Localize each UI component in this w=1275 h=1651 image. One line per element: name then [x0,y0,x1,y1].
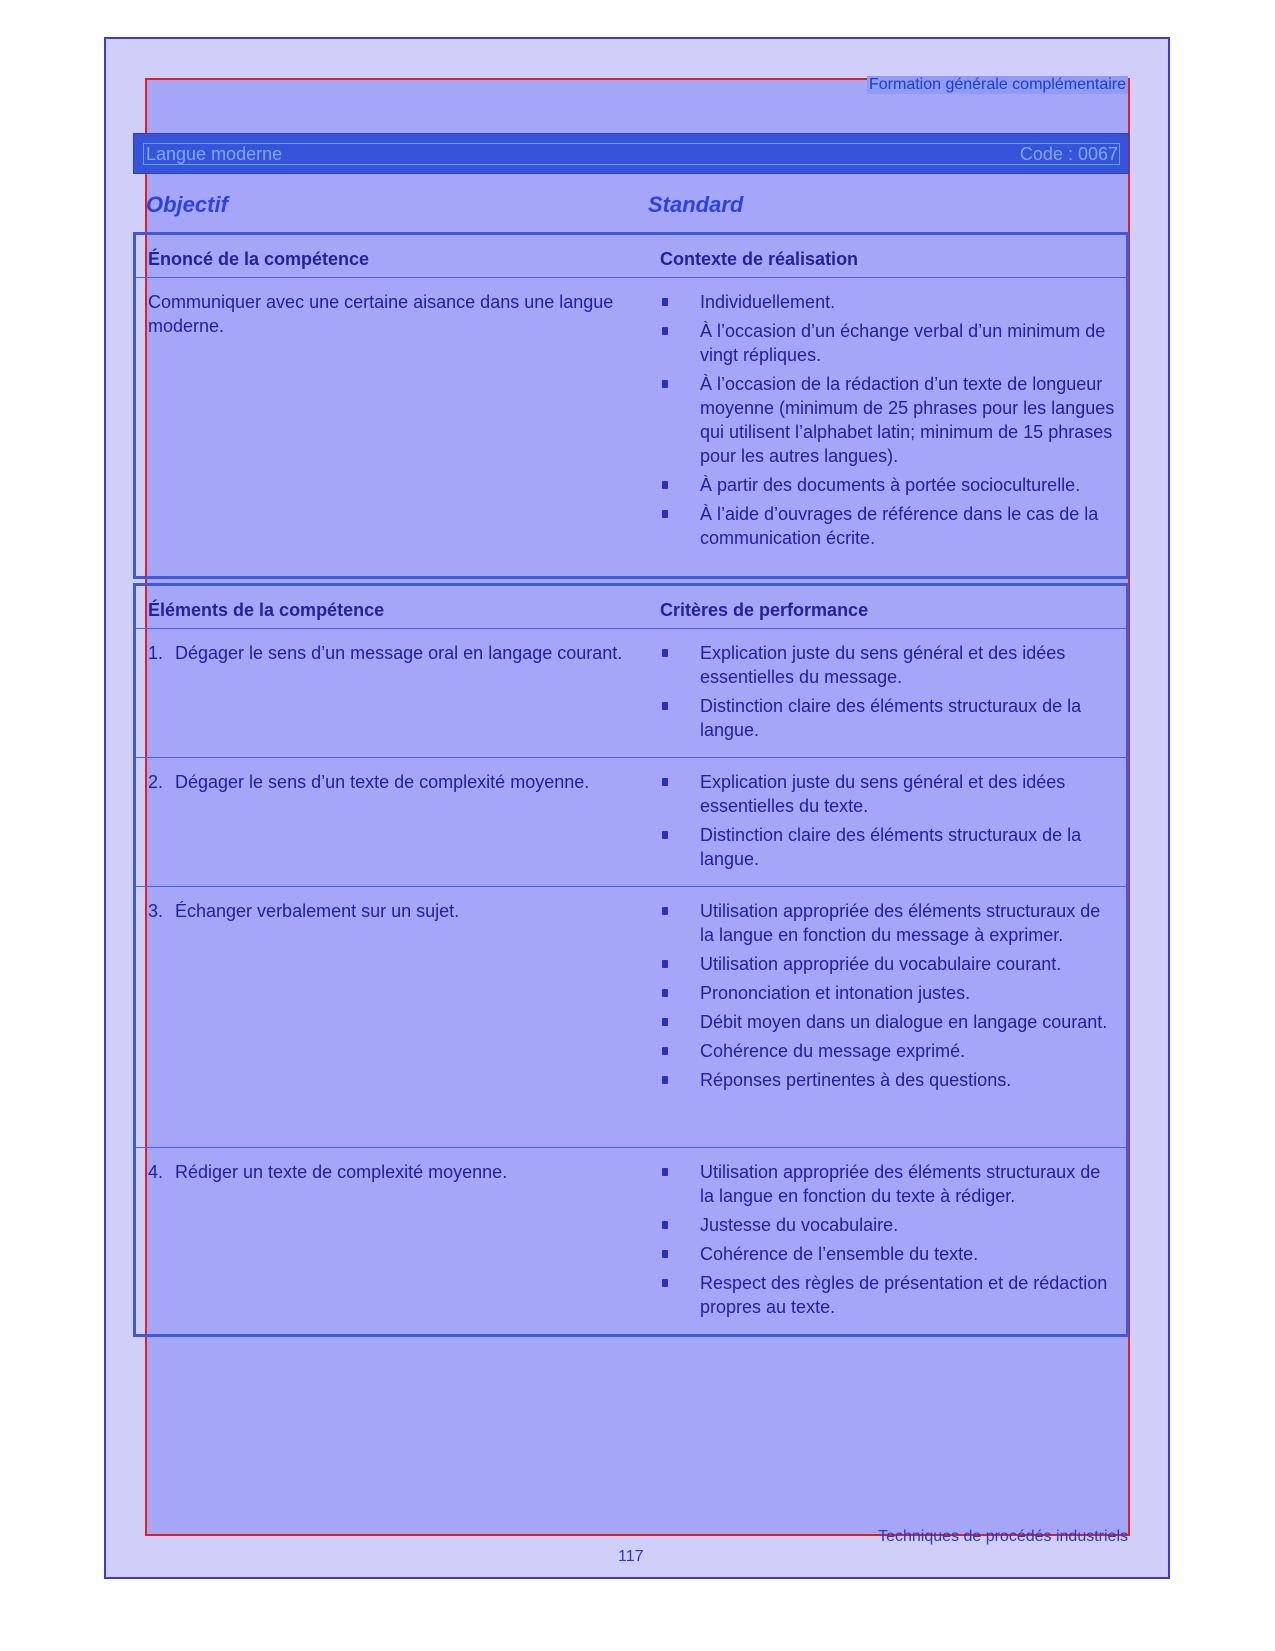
bullet-icon [660,899,700,947]
col-header-enonce: Énoncé de la compétence [135,234,651,278]
criteria-item: Utilisation appropriée des éléments structuraux de la langue en fonction du message à exprimer. [660,899,1116,947]
bullet-icon [660,319,700,367]
bullet-icon [660,770,700,818]
competence-row [135,278,1128,578]
element-row [135,629,1128,758]
bullet-icon [660,823,700,871]
bullet-icon [660,1242,700,1266]
running-head: Formation générale complémentaire [868,76,1126,93]
objectif-heading: Objectif [146,192,228,217]
bullet-icon [660,694,700,742]
competence-statement-cell [135,278,651,578]
criteria-item: Justesse du vocabulaire. [660,1213,1116,1237]
element-row [135,1148,1128,1336]
element-number: 3. [148,901,164,921]
course-code: Code : 0067 [1019,144,1118,164]
criteria-item: Débit moyen dans un dialogue en langage courant. [660,1010,1116,1034]
context-item: À partir des documents à portée socioculturelle. [660,473,1116,497]
title-bar [133,133,1129,174]
bullet-icon [660,473,700,497]
context-item: À l’occasion de la rédaction d’un texte de longueur moyenne (minimum de 25 phrases pour les langues qui utilisent l’alphabet latin; minimum de 15 phrases pour les autres langues). [660,372,1116,468]
element-text: Dégager le sens d’un message oral en langage courant. [175,643,623,663]
element-cell [135,629,651,758]
element-number: 2. [148,772,164,792]
criteria-list [660,899,1116,1092]
bullet-icon [660,1010,700,1034]
context-item: À l’aide d’ouvrages de référence dans le cas de la communication écrite. [660,502,1116,550]
bullet-icon [660,981,700,1005]
footer-program: Techniques de procédés industriels [878,1528,1128,1545]
standard-heading: Standard [648,192,744,217]
context-item: Individuellement. [660,290,1116,314]
bullet-icon [660,372,700,468]
criteria-cell [650,629,1128,758]
criteria-cell [650,1148,1128,1336]
bullet-icon [660,1039,700,1063]
criteria-item: Explication juste du sens général et des idées essentielles du texte. [660,770,1116,818]
bullet-icon [660,1213,700,1237]
criteria-item: Utilisation appropriée du vocabulaire courant. [660,952,1116,976]
course-title: Langue moderne [146,144,283,164]
element-text: Rédiger un texte de complexité moyenne. [175,1162,508,1182]
criteria-item: Utilisation appropriée des éléments structuraux de la langue en fonction du texte à rédiger. [660,1160,1116,1208]
criteria-list [660,641,1116,742]
context-item: À l’occasion d’un échange verbal d’un minimum de vingt répliques. [660,319,1116,367]
element-text: Dégager le sens d’un texte de complexité moyenne. [175,772,590,792]
col-header-elements: Éléments de la compétence [135,585,651,629]
element-row [135,887,1128,1148]
bullet-icon [660,952,700,976]
criteria-list [660,1160,1116,1319]
competence-table [133,232,1129,579]
page-number: 117 [618,1548,644,1565]
criteria-item: Respect des règles de présentation et de rédaction propres au texte. [660,1271,1116,1319]
criteria-item: Explication juste du sens général et des idées essentielles du message. [660,641,1116,689]
title-bar-inner [143,143,1120,165]
bullet-icon [660,290,700,314]
context-cell [650,278,1128,578]
criteria-cell [650,887,1128,1148]
col-header-contexte: Contexte de réalisation [650,234,1128,278]
context-list [660,290,1116,550]
criteria-list [660,770,1116,871]
element-cell [135,758,651,887]
element-text: Échanger verbalement sur un sujet. [175,901,460,921]
bullet-icon [660,1068,700,1092]
criteria-item: Prononciation et intonation justes. [660,981,1116,1005]
element-number: 1. [148,643,164,663]
element-row [135,758,1128,887]
bullet-icon [660,1160,700,1208]
bullet-icon [660,502,700,550]
element-cell [135,887,651,1148]
criteria-item: Distinction claire des éléments structuraux de la langue. [660,694,1116,742]
criteria-item: Réponses pertinentes à des questions. [660,1068,1116,1092]
elements-table [133,583,1129,1337]
criteria-cell [650,758,1128,887]
col-header-criteres: Critères de performance [650,585,1128,629]
criteria-item: Cohérence de l’ensemble du texte. [660,1242,1116,1266]
criteria-item: Cohérence du message exprimé. [660,1039,1116,1063]
element-cell [135,1148,651,1336]
bullet-icon [660,641,700,689]
competence-statement: Communiquer avec une certaine aisance dans une langue moderne. [148,292,614,336]
element-number: 4. [148,1162,164,1182]
criteria-item: Distinction claire des éléments structuraux de la langue. [660,823,1116,871]
bullet-icon [660,1271,700,1319]
